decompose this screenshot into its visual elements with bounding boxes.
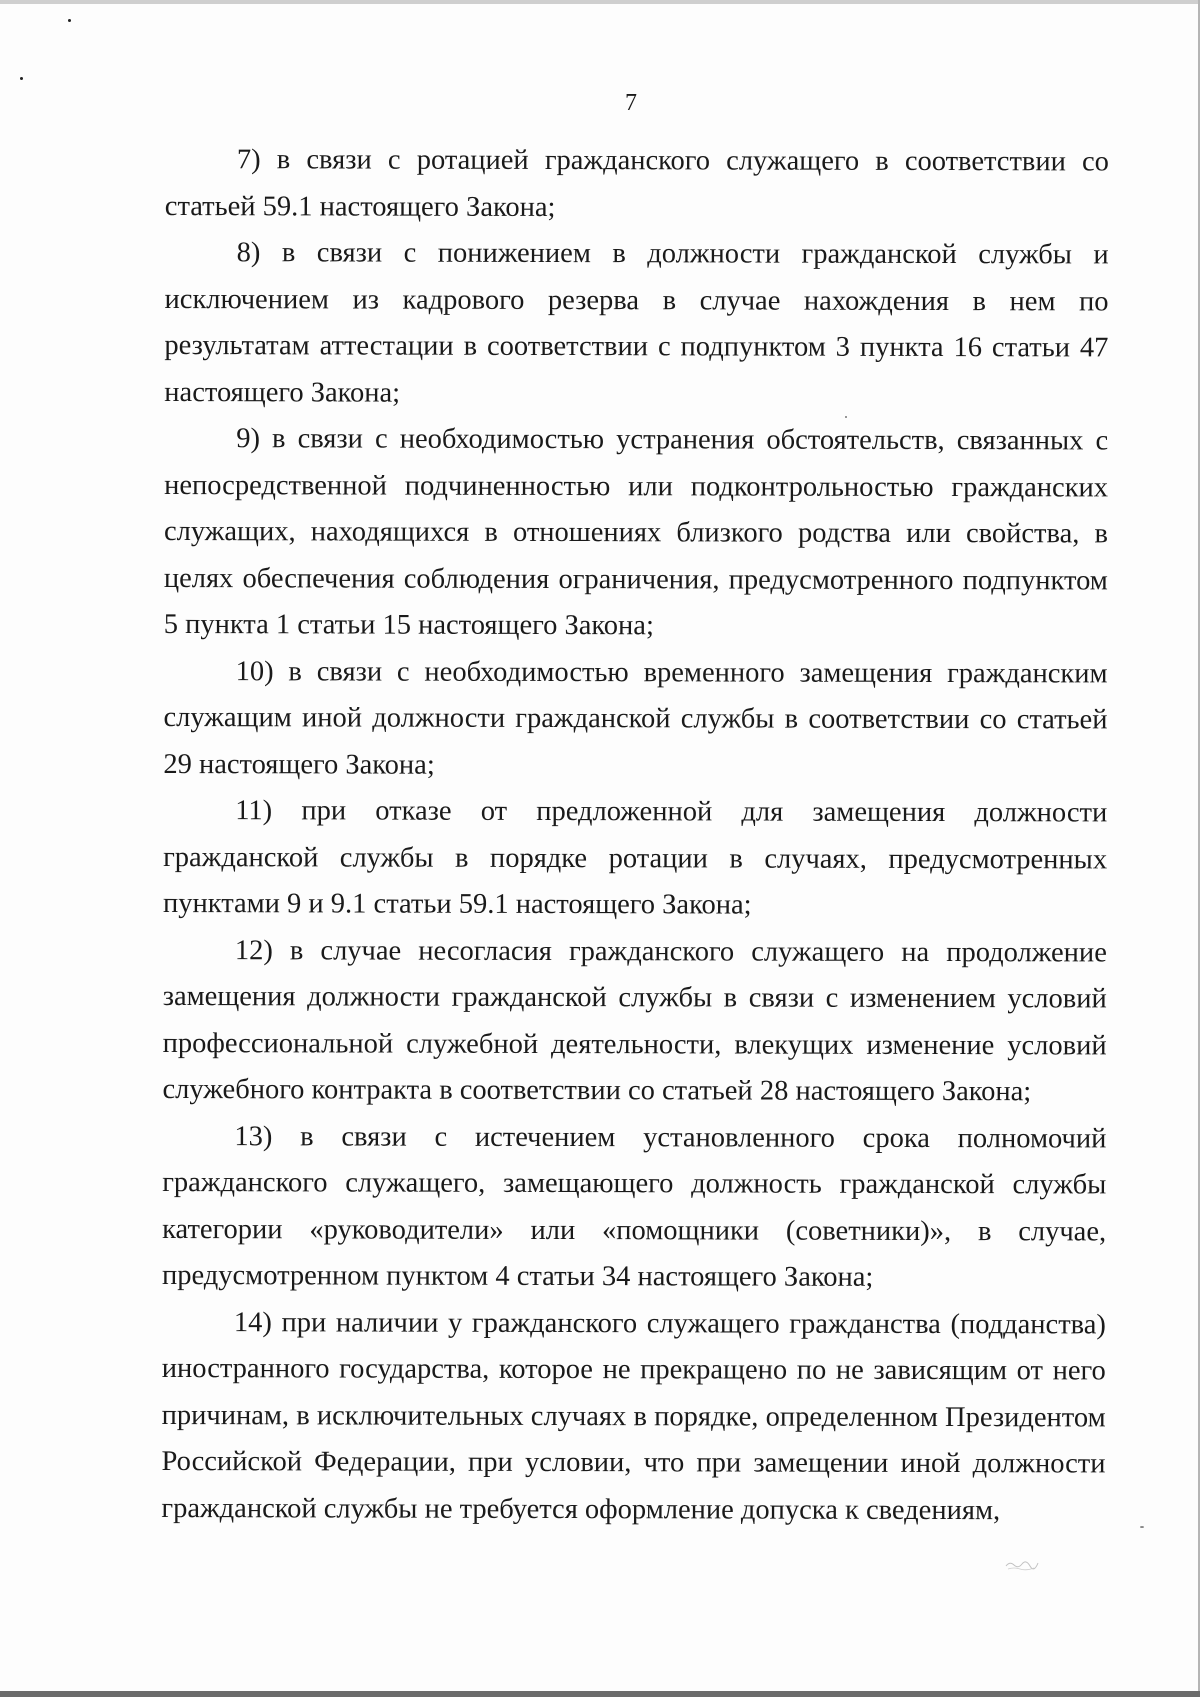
- paragraph-item-8: 8) в связи с понижением в должности гражданской службы и исключением из кадрового резерва в случае нахождения в нем по результатам аттестации в соответствии с подпунктом 3 пункта 16 статьи 47 настоящего Закона;: [164, 237, 1109, 409]
- paragraph-item-11: 11) при отказе от предложенной для замещения должности гражданской службы в порядке ротации в случаях, предусмотренных пунктами 9 и 9.1 статьи 59.1 настоящего Закона;: [162, 795, 1108, 921]
- scan-edge-top: [0, 0, 1200, 4]
- paragraph-item-7: 7) в связи с ротацией гражданского служащего в соответствии со статьей 59.1 настоящего Закона;: [164, 144, 1109, 223]
- scan-speck: [1140, 1526, 1144, 1528]
- paragraph-item-10: 10) в связи с необходимостью временного замещения гражданским служащим иной должности гражданской службы в соответствии со статьей 29 настоящего Закона;: [163, 655, 1108, 781]
- scan-speck: [20, 77, 23, 80]
- scan-speck: [68, 19, 71, 22]
- scan-edge-bottom: [0, 1691, 1200, 1697]
- paragraph-item-14: 14) при наличии у гражданского служащего гражданства (подданства) иностранного государства, которое не прекращено по не зависящим от него причинам, в исключительных случаях в порядке, определенном Президентом Российской Федерации, при условии, что при замещении иной должности гражданской службы не требуется оформление допуска к сведениям,: [161, 1306, 1106, 1526]
- paragraph-item-9: 9) в связи с необходимостью устранения обстоятельств, связанных с непосредственной подчиненностью или подконтрольностью гражданских служащих, находящихся в отношениях близкого родства или свойства, в целях обеспечения соблюдения ограничения, предусмотренного подпунктом 5 пункта 1 статьи 15 настоящего Закона;: [163, 423, 1109, 642]
- document-body: [161, 137, 1109, 1534]
- paragraph-item-12: 12) в случае несогласия гражданского служащего на продолжение замещения должности гражданской службы в связи с изменением условий профессиональной служебной деятельности, влекущих изменение условий служебного контракта в соответствии со статьей 28 настоящего Закона;: [162, 934, 1107, 1108]
- scan-noise-mark: [1004, 1558, 1040, 1572]
- page-number: 7: [625, 90, 637, 116]
- paragraph-item-13: 13) в связи с истечением установленного срока полномочий гражданского служащего, замещающего должность гражданской службы категории «руководители» или «помощники (советники)», в случае, предусмотренном пунктом 4 статьи 34 настоящего Закона;: [161, 1120, 1107, 1293]
